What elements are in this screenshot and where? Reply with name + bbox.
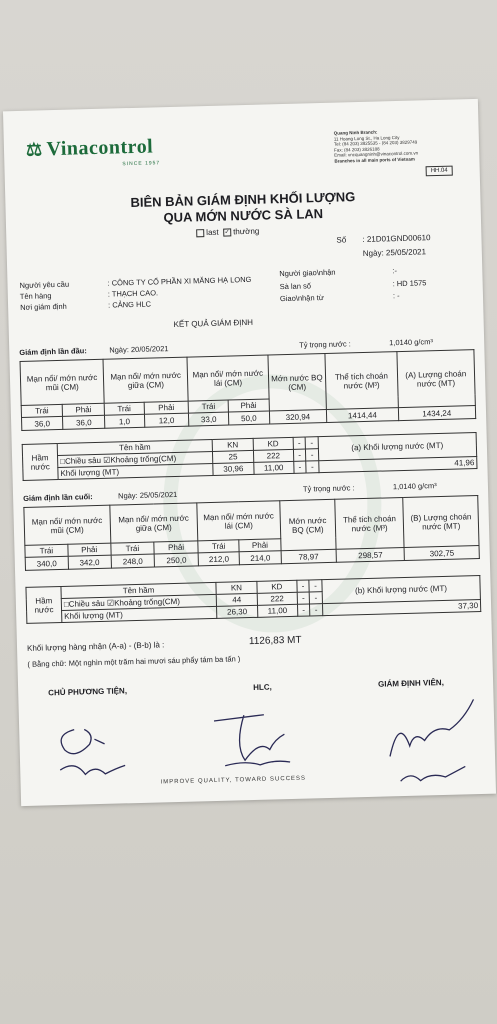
col-volume: Thể tích choán nước (M³) (335, 497, 405, 549)
table-cell: - (293, 449, 306, 461)
water-weight-label: (b) Khối lượng nước (MT) (322, 576, 481, 604)
tank-name-header: Tên hầm (61, 582, 216, 598)
so-value: : 21D01GND00610 (362, 233, 431, 244)
inspector-sign-label: GIÁM ĐỊNH VIÊN, (377, 677, 444, 689)
cell-starboard: Phải (239, 539, 281, 552)
vinacontrol-logo: ⚖ Vinacontrol (25, 135, 154, 161)
table-cell: - (297, 604, 310, 616)
last-ballast-table (25, 575, 481, 624)
kd-header: KD (257, 580, 297, 593)
table-cell: - (293, 437, 306, 449)
table-cell: - (297, 580, 310, 592)
goods-value: : THẠCH CAO. (107, 288, 159, 299)
table-cell: 50,0 (228, 411, 269, 425)
deliverer-label: Người giao\nhận (279, 267, 336, 279)
cell-port: Trái (188, 400, 228, 413)
water-weight-value: 37,30 (322, 600, 480, 616)
requester-label: Người yêu cầu (19, 279, 70, 290)
cell-starboard: Phải (62, 403, 104, 416)
hlc-sign-label: HLC, (253, 682, 272, 692)
table-cell: 214,0 (239, 551, 281, 565)
col-mid: Mạn nổi/ mớn nước giữa (CM) (103, 357, 188, 403)
col-bow: Mạn nổi/ mớn nước mũi (CM) (20, 359, 104, 405)
table-cell: 1434,24 (398, 406, 476, 421)
requester-value: : CÔNG TY CỔ PHẦN XI MĂNG HẠ LONG (107, 274, 252, 288)
water-weight-label: (a) Khối lượng nước (MT) (318, 433, 477, 461)
table-cell: 44 (216, 593, 257, 606)
table-cell: 248,0 (111, 554, 155, 568)
col-stern: Mạn nổi/ mớn nước lái (CM) (187, 355, 268, 401)
last-draft-table (23, 495, 480, 571)
net-weight-label: Khối lượng hàng nhận (A-a) - (B-b) là : (26, 640, 165, 653)
doc-date: Ngày: 25/05/2021 (362, 247, 427, 258)
results-heading: KẾT QUẢ GIÁM ĐỊNH (173, 317, 254, 329)
table-cell: - (306, 449, 319, 461)
owner-sign-label: CHỦ PHƯƠNG TIỆN, (48, 686, 128, 698)
from-label: Giao\nhận từ (279, 293, 324, 304)
cell-port: Trái (25, 544, 68, 557)
tank-row-depth: □Chiều sâu ☑Khoảng trống(CM) (61, 594, 216, 610)
table-cell: 11,00 (257, 604, 297, 617)
col-displacement: (A) Lượng choán nước (MT) (396, 350, 475, 408)
from-value: : - (392, 291, 400, 301)
table-cell: 222 (257, 592, 297, 605)
footer-slogan: IMPROVE QUALITY, TOWARD SUCCESS (160, 775, 307, 786)
owner-signature (44, 708, 156, 791)
tank-row-weight: Khối lượng (MT) (58, 463, 213, 479)
table-cell: 33,0 (189, 412, 229, 426)
inspector-signature (379, 699, 491, 792)
hlc-signature (204, 703, 316, 786)
place-label: Nơi giám định (20, 301, 67, 312)
table-cell: - (305, 437, 318, 449)
cell-starboard: Phải (144, 401, 189, 414)
barge-label: Sà lan số (279, 281, 312, 292)
table-cell: - (293, 461, 306, 473)
table-cell: 78,97 (281, 549, 336, 563)
table-cell: 25 (212, 450, 253, 463)
tank-row-depth: □Chiều sâu ☑Khoảng trống(CM) (58, 451, 213, 467)
last-density-label: Tỷ trọng nước : (302, 483, 355, 494)
doc-title-1: BIÊN BẢN GIÁM ĐỊNH KHỐI LƯỢNG (130, 189, 356, 211)
place-value: : CẢNG HLC (107, 299, 152, 310)
table-cell: 12,0 (144, 413, 189, 427)
table-cell: 30,96 (213, 462, 254, 475)
tank-label: Hầm nước (26, 586, 62, 623)
tank-label: Hầm nước (22, 444, 58, 481)
cell-port: Trái (104, 402, 144, 415)
first-density-value: 1,0140 g/cm³ (389, 337, 434, 348)
table-cell: 340,0 (25, 556, 68, 570)
first-ballast-table (22, 432, 478, 481)
first-draft-table (20, 349, 477, 431)
branch-info: Quang Ninh Branch: 11 Hoang Long St., Ha Long City Tel: (84 203) 3825535 - (84 203) 3829749 Fax: (84 203) 3826188 Email: vncquangninh@vinacontrol.com.vn Branches in all main ports of Vietnam (333, 129, 419, 164)
last-survey-date: Ngày: 25/05/2021 (117, 489, 178, 501)
kn-header: KN (212, 438, 253, 451)
table-cell: 250,0 (154, 553, 198, 567)
table-cell: 1,0 (105, 414, 145, 428)
table-cell: 36,0 (63, 415, 105, 429)
table-cell: 302,75 (404, 546, 479, 561)
first-survey-date: Ngày: 20/05/2021 (109, 344, 169, 355)
cell-port: Trái (198, 540, 240, 553)
table-cell: - (297, 592, 310, 604)
table-cell: - (306, 461, 319, 473)
net-weight-words: ( Bằng chữ: Một nghìn một trăm hai mươi sáu phẩy tám ba tấn ) (27, 654, 241, 669)
cell-starboard: Phải (154, 541, 198, 554)
cell-starboard: Phải (68, 543, 111, 556)
col-mid: Mạn nổi/ mớn nước giữa (CM) (109, 503, 197, 543)
table-cell: - (309, 592, 322, 604)
table-cell: - (309, 580, 322, 592)
deliverer-value: :- (392, 266, 397, 276)
last-density-value: 1,0140 g/cm³ (392, 481, 437, 492)
kd-header: KD (253, 437, 293, 450)
cell-port: Trái (21, 404, 62, 417)
net-weight-value: 1126,83 MT (248, 634, 302, 648)
tank-name-header: Tên hầm (57, 439, 212, 455)
barge-value: : HD 1575 (392, 278, 427, 289)
form-code: HH.04 (426, 166, 453, 177)
kn-header: KN (216, 581, 257, 594)
table-cell: 26,30 (217, 605, 258, 618)
water-weight-value: 41,96 (319, 457, 477, 473)
col-volume: Thể tích choán nước (M³) (325, 352, 398, 410)
table-cell: 11,00 (254, 461, 294, 474)
so-label: Số (336, 235, 347, 245)
table-cell: 36,0 (22, 416, 63, 430)
table-cell: 320,94 (269, 409, 327, 424)
table-cell: 298,57 (336, 547, 405, 562)
first-survey-heading: Giám định lần đầu: (19, 346, 87, 357)
type-options: last ✓ thường (196, 227, 259, 238)
table-cell: 342,0 (68, 555, 111, 569)
cell-starboard: Phải (228, 399, 269, 412)
thuong-checkbox: ✓ (224, 229, 230, 236)
table-cell: - (310, 604, 323, 616)
last-checkbox (196, 229, 204, 237)
goods-label: Tên hàng (19, 291, 52, 301)
doc-title-2: QUA MỚN NƯỚC SÀ LAN (163, 205, 324, 226)
col-stern: Mạn nổi/ mớn nước lái (CM) (197, 501, 281, 541)
document-page (3, 99, 496, 806)
tank-row-weight: Khối lượng (MT) (62, 606, 217, 622)
col-avg: Mớn nước BQ (CM) (267, 353, 326, 410)
col-displacement: (B) Lượng choán nước (MT) (403, 496, 479, 548)
logo-since: SINCE 1957 (122, 160, 161, 168)
table-cell: 1414,44 (327, 408, 399, 423)
col-avg: Mớn nước BQ (CM) (280, 499, 336, 550)
first-density-label: Tỷ trọng nước : (299, 339, 351, 350)
last-survey-heading: Giám định lần cuối: (23, 492, 93, 503)
col-bow: Mạn nổi/ mớn nước mũi (CM) (24, 505, 111, 545)
cell-port: Trái (110, 542, 154, 555)
table-cell: 212,0 (198, 552, 240, 566)
table-cell: 222 (253, 449, 293, 462)
